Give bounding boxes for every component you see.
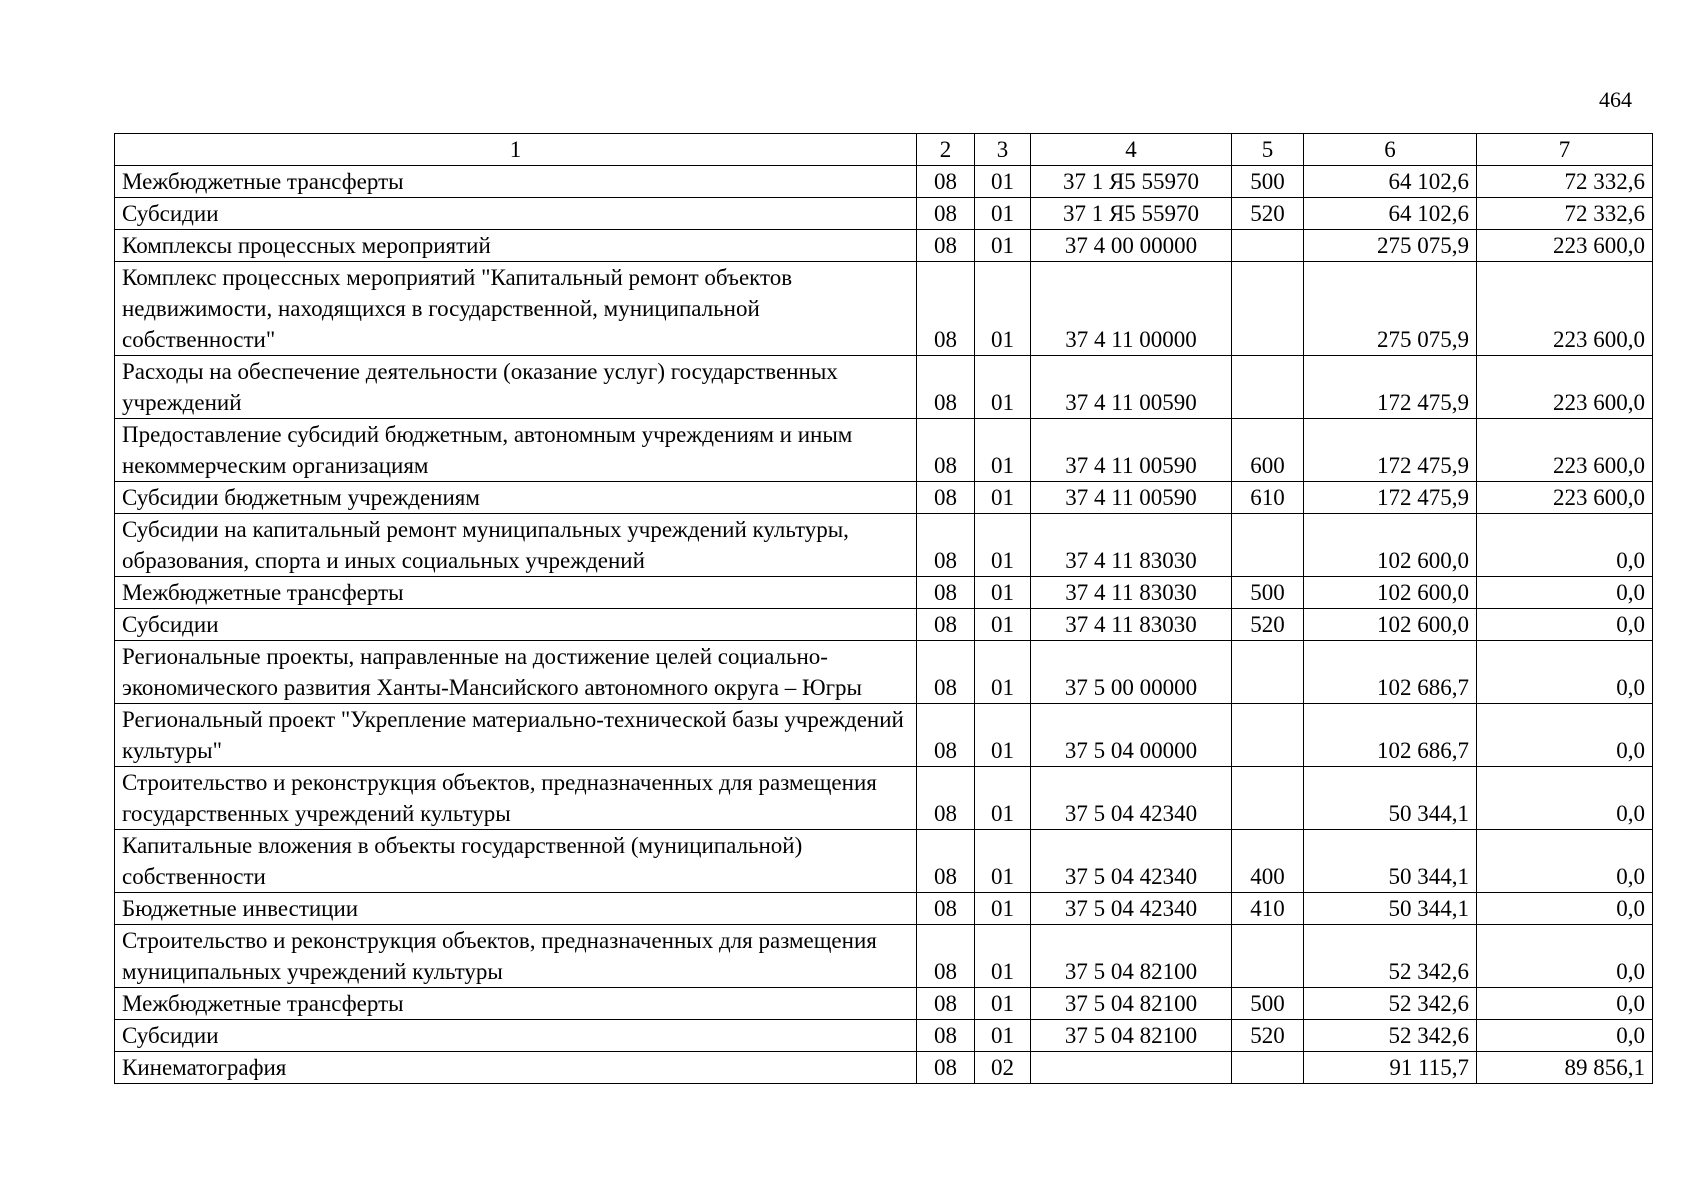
header-col-1: 1 [115,134,917,166]
cell-sum-1: 172 475,9 [1304,356,1477,419]
cell-sum-1: 91 115,7 [1304,1052,1477,1084]
cell-sum-2: 223 600,0 [1477,419,1653,482]
cell-name: Кинематография [115,1052,917,1084]
cell-target-article: 37 5 04 82100 [1031,925,1232,988]
cell-sum-2: 0,0 [1477,988,1653,1020]
cell-section: 08 [917,230,975,262]
cell-name: Комплекс процессных мероприятий "Капитальный ремонт объектов недвижимости, находящихся в государственной, муниципальной собственности" [115,262,917,356]
cell-target-article: 37 4 11 83030 [1031,609,1232,641]
cell-sum-2: 223 600,0 [1477,356,1653,419]
cell-name: Межбюджетные трансферты [115,577,917,609]
cell-sum-2: 0,0 [1477,1020,1653,1052]
cell-name: Межбюджетные трансферты [115,988,917,1020]
table-row [115,641,1653,704]
cell-target-article: 37 1 Я5 55970 [1031,166,1232,198]
table-header [115,134,1653,166]
cell-sum-2: 223 600,0 [1477,482,1653,514]
cell-sum-2: 0,0 [1477,641,1653,704]
cell-name: Субсидии [115,609,917,641]
cell-target-article: 37 4 11 00590 [1031,482,1232,514]
cell-sum-1: 102 600,0 [1304,609,1477,641]
cell-sum-1: 102 600,0 [1304,514,1477,577]
table-row [115,356,1653,419]
budget-table [114,133,1653,1084]
cell-subsection: 01 [975,198,1031,230]
cell-target-article: 37 5 04 82100 [1031,1020,1232,1052]
cell-subsection: 01 [975,704,1031,767]
header-col-6: 6 [1304,134,1477,166]
cell-sum-2: 0,0 [1477,609,1653,641]
cell-expense-type [1232,925,1304,988]
cell-sum-1: 50 344,1 [1304,767,1477,830]
cell-subsection: 01 [975,893,1031,925]
cell-sum-1: 52 342,6 [1304,1020,1477,1052]
cell-name: Межбюджетные трансферты [115,166,917,198]
cell-subsection: 01 [975,230,1031,262]
cell-expense-type: 500 [1232,988,1304,1020]
cell-name: Субсидии [115,1020,917,1052]
cell-subsection: 01 [975,767,1031,830]
cell-name: Субсидии бюджетным учреждениям [115,482,917,514]
cell-subsection: 01 [975,356,1031,419]
cell-expense-type: 400 [1232,830,1304,893]
cell-subsection: 01 [975,514,1031,577]
table-row [115,1052,1653,1084]
cell-target-article: 37 5 00 00000 [1031,641,1232,704]
cell-section: 08 [917,641,975,704]
cell-subsection: 01 [975,830,1031,893]
table-row [115,577,1653,609]
cell-target-article: 37 5 04 00000 [1031,704,1232,767]
cell-sum-2: 0,0 [1477,514,1653,577]
header-col-3: 3 [975,134,1031,166]
cell-name: Расходы на обеспечение деятельности (оказание услуг) государственных учреждений [115,356,917,419]
cell-target-article: 37 5 04 42340 [1031,767,1232,830]
cell-section: 08 [917,767,975,830]
cell-name: Комплексы процессных мероприятий [115,230,917,262]
cell-expense-type [1232,514,1304,577]
cell-section: 08 [917,830,975,893]
cell-expense-type: 500 [1232,166,1304,198]
cell-section: 08 [917,262,975,356]
table-row [115,609,1653,641]
cell-sum-2: 223 600,0 [1477,230,1653,262]
cell-target-article: 37 4 11 83030 [1031,577,1232,609]
cell-sum-1: 102 686,7 [1304,704,1477,767]
cell-sum-1: 102 686,7 [1304,641,1477,704]
cell-expense-type: 600 [1232,419,1304,482]
header-col-5: 5 [1232,134,1304,166]
table-row [115,830,1653,893]
cell-expense-type [1232,767,1304,830]
table-row [115,166,1653,198]
cell-name: Региональные проекты, направленные на достижение целей социально-экономического развития Ханты-Мансийского автономного округа – Югры [115,641,917,704]
table-row [115,419,1653,482]
cell-sum-1: 52 342,6 [1304,988,1477,1020]
cell-section: 08 [917,198,975,230]
cell-section: 08 [917,482,975,514]
cell-name: Субсидии на капитальный ремонт муниципальных учреждений культуры, образования, спорта и иных социальных учреждений [115,514,917,577]
cell-section: 08 [917,704,975,767]
cell-sum-1: 275 075,9 [1304,262,1477,356]
cell-expense-type: 410 [1232,893,1304,925]
table-row [115,262,1653,356]
cell-subsection: 01 [975,1020,1031,1052]
cell-name: Строительство и реконструкция объектов, предназначенных для размещения муниципальных учреждений культуры [115,925,917,988]
cell-section: 08 [917,419,975,482]
cell-target-article: 37 4 11 00590 [1031,419,1232,482]
cell-subsection: 01 [975,925,1031,988]
cell-sum-1: 172 475,9 [1304,482,1477,514]
cell-expense-type [1232,262,1304,356]
cell-name: Бюджетные инвестиции [115,893,917,925]
cell-sum-2: 89 856,1 [1477,1052,1653,1084]
cell-section: 08 [917,577,975,609]
cell-sum-2: 72 332,6 [1477,198,1653,230]
cell-sum-1: 172 475,9 [1304,419,1477,482]
table-body [115,166,1653,1084]
cell-sum-2: 0,0 [1477,577,1653,609]
cell-sum-1: 50 344,1 [1304,893,1477,925]
cell-name: Строительство и реконструкция объектов, предназначенных для размещения государственных учреждений культуры [115,767,917,830]
cell-name: Региональный проект "Укрепление материально-технической базы учреждений культуры" [115,704,917,767]
cell-subsection: 01 [975,577,1031,609]
cell-section: 08 [917,609,975,641]
cell-subsection: 01 [975,166,1031,198]
cell-name: Предоставление субсидий бюджетным, автономным учреждениям и иным некоммерческим организациям [115,419,917,482]
cell-section: 08 [917,925,975,988]
table-row [115,988,1653,1020]
cell-section: 08 [917,356,975,419]
cell-expense-type [1232,356,1304,419]
cell-sum-1: 52 342,6 [1304,925,1477,988]
cell-section: 08 [917,1052,975,1084]
cell-subsection: 01 [975,482,1031,514]
cell-target-article: 37 5 04 82100 [1031,988,1232,1020]
cell-expense-type: 520 [1232,1020,1304,1052]
header-col-4: 4 [1031,134,1232,166]
cell-sum-2: 72 332,6 [1477,166,1653,198]
cell-subsection: 01 [975,609,1031,641]
cell-sum-2: 0,0 [1477,925,1653,988]
cell-sum-2: 0,0 [1477,893,1653,925]
cell-subsection: 02 [975,1052,1031,1084]
cell-section: 08 [917,166,975,198]
table-row [115,767,1653,830]
cell-sum-2: 0,0 [1477,704,1653,767]
table-row [115,925,1653,988]
cell-subsection: 01 [975,641,1031,704]
header-col-2: 2 [917,134,975,166]
cell-expense-type: 610 [1232,482,1304,514]
cell-section: 08 [917,988,975,1020]
table-row [115,230,1653,262]
cell-section: 08 [917,514,975,577]
cell-target-article: 37 4 00 00000 [1031,230,1232,262]
cell-section: 08 [917,1020,975,1052]
cell-expense-type: 520 [1232,609,1304,641]
cell-expense-type [1232,230,1304,262]
cell-name: Капитальные вложения в объекты государственной (муниципальной) собственности [115,830,917,893]
cell-expense-type [1232,704,1304,767]
header-col-7: 7 [1477,134,1653,166]
cell-section: 08 [917,893,975,925]
table-row [115,198,1653,230]
cell-expense-type: 520 [1232,198,1304,230]
page-number: 464 [1599,87,1632,112]
cell-target-article: 37 4 11 00000 [1031,262,1232,356]
cell-sum-1: 50 344,1 [1304,830,1477,893]
cell-sum-1: 275 075,9 [1304,230,1477,262]
cell-sum-2: 0,0 [1477,767,1653,830]
table-row [115,1020,1653,1052]
cell-sum-2: 223 600,0 [1477,262,1653,356]
cell-subsection: 01 [975,262,1031,356]
cell-target-article: 37 1 Я5 55970 [1031,198,1232,230]
cell-expense-type [1232,641,1304,704]
cell-name: Субсидии [115,198,917,230]
cell-target-article: 37 5 04 42340 [1031,830,1232,893]
cell-expense-type: 500 [1232,577,1304,609]
table-row [115,704,1653,767]
table-row [115,482,1653,514]
cell-sum-2: 0,0 [1477,830,1653,893]
header-row [115,134,1653,166]
cell-sum-1: 64 102,6 [1304,198,1477,230]
cell-sum-1: 64 102,6 [1304,166,1477,198]
cell-target-article: 37 5 04 42340 [1031,893,1232,925]
cell-subsection: 01 [975,988,1031,1020]
cell-sum-1: 102 600,0 [1304,577,1477,609]
cell-subsection: 01 [975,419,1031,482]
cell-expense-type [1232,1052,1304,1084]
cell-target-article [1031,1052,1232,1084]
cell-target-article: 37 4 11 00590 [1031,356,1232,419]
table-row [115,893,1653,925]
cell-target-article: 37 4 11 83030 [1031,514,1232,577]
table-row [115,514,1653,577]
